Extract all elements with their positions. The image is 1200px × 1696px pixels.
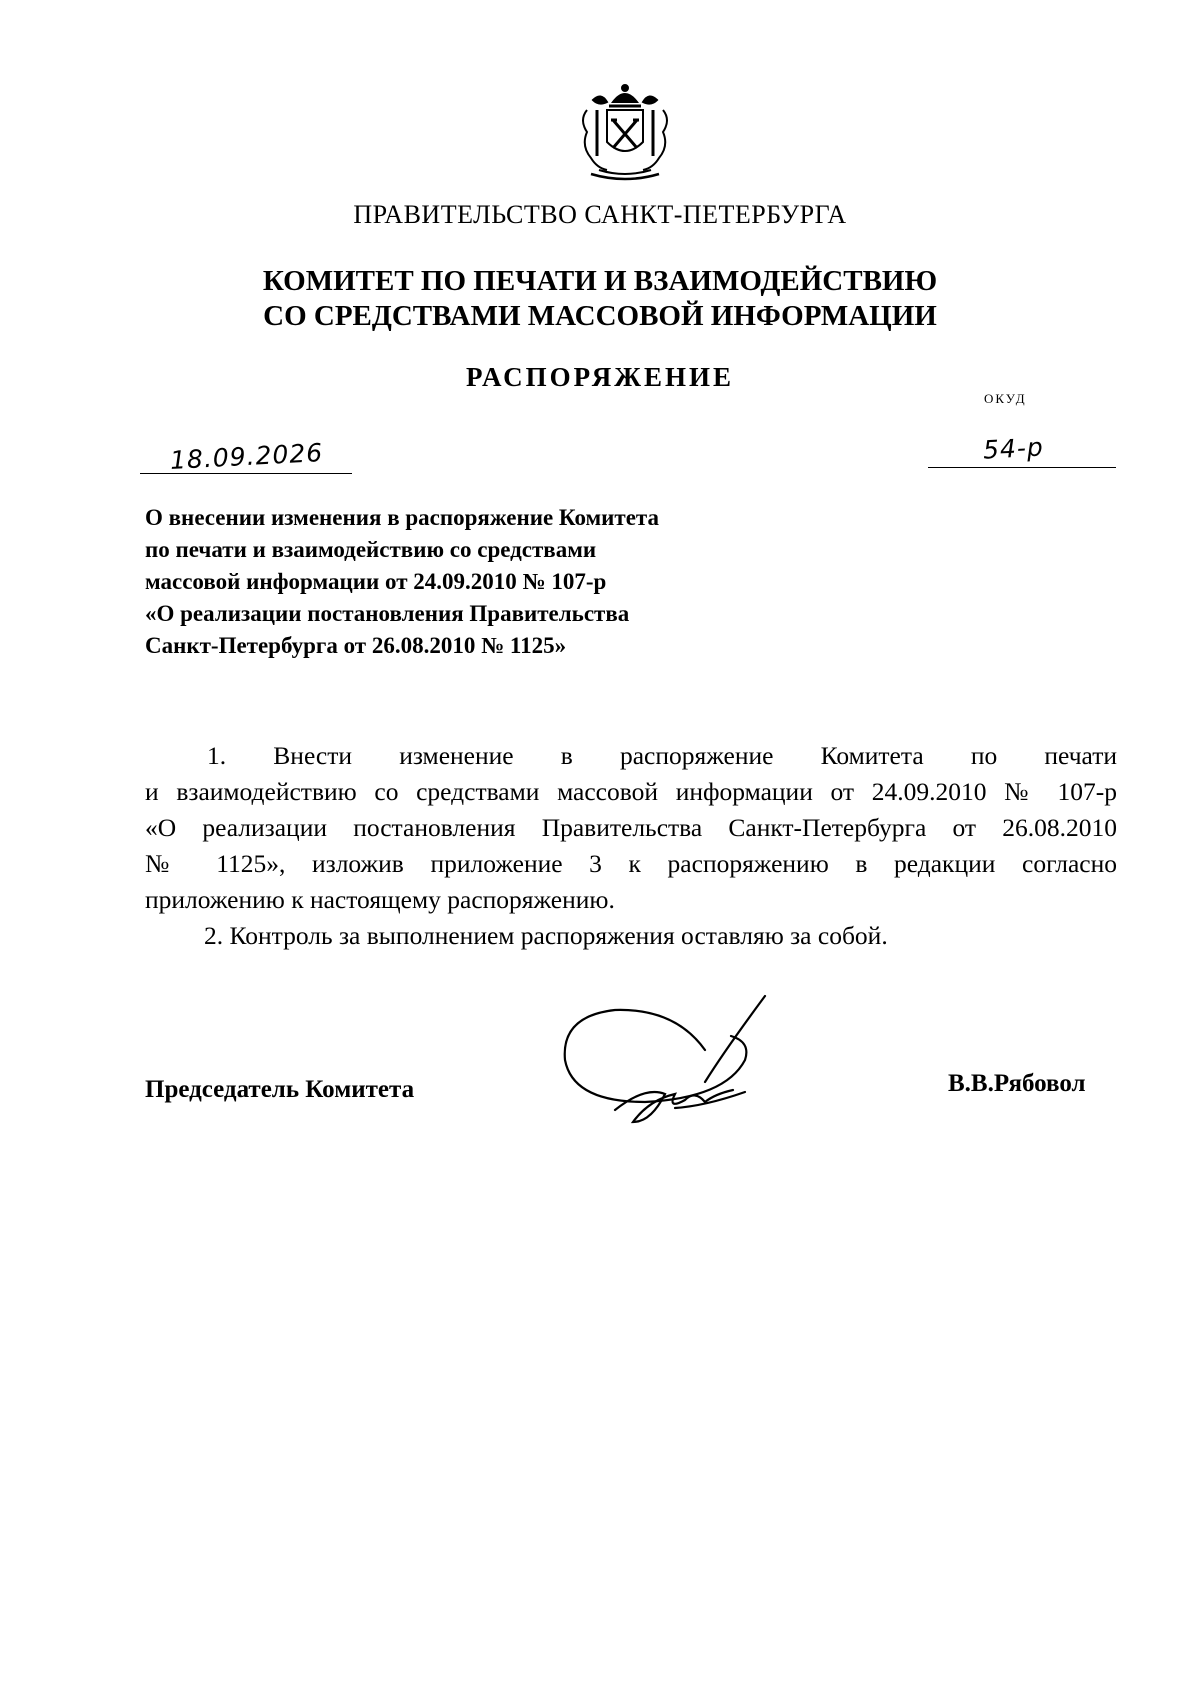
subject-line: О внесении изменения в распоряжение Комитета xyxy=(145,505,660,530)
committee-name xyxy=(0,264,1200,334)
committee-name-line: КОМИТЕТ ПО ПЕЧАТИ И ВЗАИМОДЕЙСТВИЮ xyxy=(262,265,938,297)
paragraph-1-line: приложению к настоящему распоряжению. xyxy=(145,885,615,914)
paragraph-1-line: «О реализации постановления Правительства Санкт-Петербурга от 26.08.2010 xyxy=(145,813,1117,842)
signatory-name: В.В.Рябовол xyxy=(948,1070,1086,1097)
document-subject xyxy=(145,502,765,662)
paragraph-2: 2. Контроль за выполнением распоряжения оставляю за собой. xyxy=(204,921,888,950)
subject-line: «О реализации постановления Правительства xyxy=(145,601,630,626)
document-date: 18.09.2026 xyxy=(169,438,324,475)
handwritten-signature-icon xyxy=(555,990,785,1130)
document-type-title: РАСПОРЯЖЕНИЕ xyxy=(465,362,735,392)
paragraph-1-line: № 1125», изложив приложение 3 к распоряжению в редакции согласно xyxy=(145,849,1117,878)
signatory-title: Председатель Комитета xyxy=(145,1076,415,1103)
paragraph-1-line: и взаимодействию со средствами массовой информации от 24.09.2010 № 107-р xyxy=(145,777,1117,806)
st-petersburg-coat-of-arms-icon xyxy=(573,80,678,185)
paragraph-1-line: 1. Внести изменение в распоряжение Комитета по печати xyxy=(207,741,1117,770)
committee-name-line: СО СРЕДСТВАМИ МАССОВОЙ ИНФОРМАЦИИ xyxy=(263,300,937,332)
document-number: 54-р xyxy=(982,432,1045,465)
subject-line: массовой информации от 24.09.2010 № 107-р xyxy=(145,569,607,594)
okud-label: ОКУД xyxy=(984,391,1027,406)
subject-line: по печати и взаимодействию со средствами xyxy=(145,537,597,562)
subject-line: Санкт-Петербурга от 26.08.2010 № 1125» xyxy=(145,633,567,658)
government-name: ПРАВИТЕЛЬСТВО САНКТ-ПЕТЕРБУРГА xyxy=(353,200,847,229)
document-body xyxy=(145,738,1117,954)
